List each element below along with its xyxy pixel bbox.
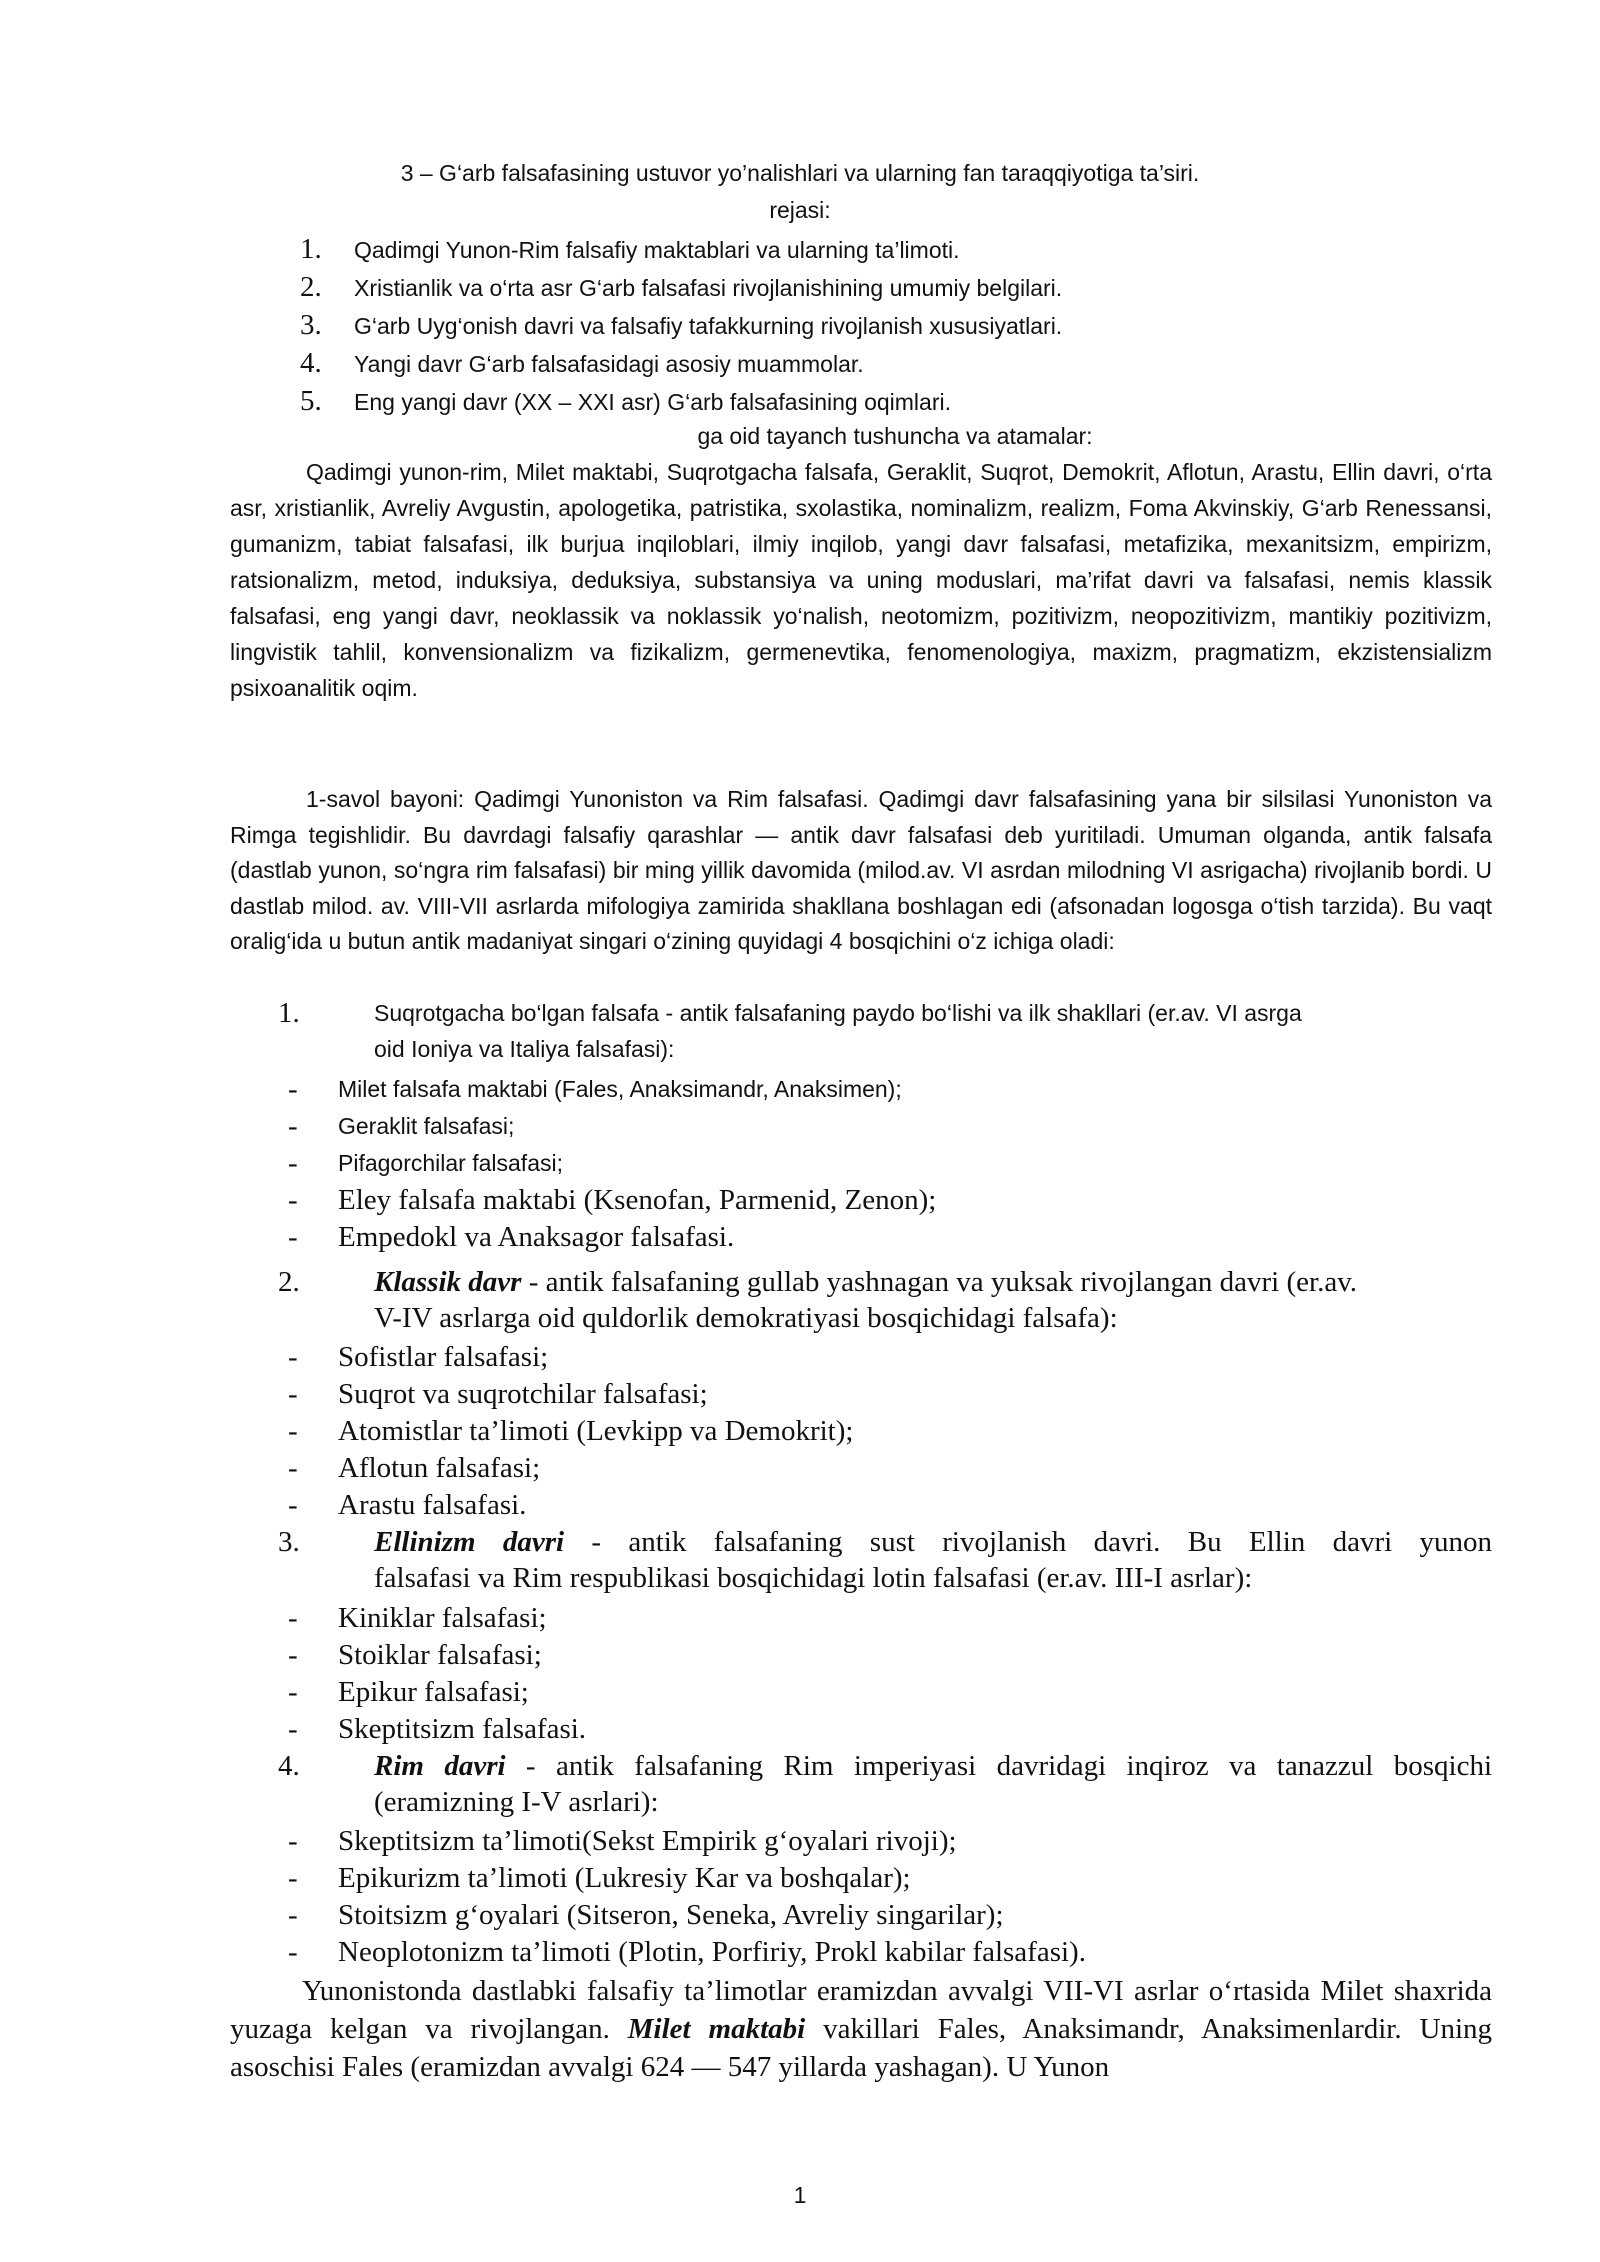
stage-3-list <box>230 1600 1492 1748</box>
stage-4-list <box>230 1823 1492 1971</box>
dash-bullet: - <box>288 1489 298 1521</box>
stage-line-1: Ellinizm davri - antik falsafaning sust rivojlanish davri. Bu Ellin davri yunon <box>374 1526 1492 1558</box>
list-item-text: Kiniklar falsafasi; <box>338 1602 547 1634</box>
plan-item-number: 4. <box>300 347 322 379</box>
list-item-text: Arastu falsafasi. <box>338 1489 527 1521</box>
milet-maktabi-term: Milet maktabi <box>627 2013 806 2045</box>
page-title: 3 – G‘arb falsafasining ustuvor yo’nalishlari va ularning fan taraqqiyotiga ta’siri. <box>400 160 1200 186</box>
list-item-text: Stoitsizm g‘oyalari (Sitseron, Seneka, Avreliy singarilar); <box>338 1899 1004 1931</box>
plan-item-text: Eng yangi davr (XX – XXI asr) G‘arb falsafasining oqimlari. <box>354 389 951 415</box>
list-item-text: Sofistlar falsafasi; <box>338 1341 549 1373</box>
plan-item <box>300 382 1500 420</box>
stage-number: 4. <box>278 1750 300 1782</box>
stage-1-list <box>230 1071 1492 1256</box>
stage-text <box>230 1748 1492 1820</box>
list-item <box>230 1413 1492 1450</box>
stage-text <box>230 1264 1492 1336</box>
dash-bullet: - <box>288 1110 298 1142</box>
dash-bullet: - <box>288 1184 298 1216</box>
plan-item-text: G‘arb Uyg‘onish davri va falsafiy tafakkurning rivojlanish xususiyatlari. <box>354 313 1063 339</box>
dash-bullet: - <box>288 1639 298 1671</box>
dash-bullet: - <box>288 1676 298 1708</box>
list-item-text: Atomistlar ta’limoti (Levkipp va Demokrit); <box>338 1415 854 1447</box>
list-item <box>230 1823 1492 1860</box>
stage-number: 1. <box>278 997 300 1029</box>
list-item <box>230 1897 1492 1934</box>
list-item <box>230 1182 1492 1219</box>
plan-item <box>300 306 1500 344</box>
list-item-text: Aflotun falsafasi; <box>338 1452 541 1484</box>
stage-2 <box>230 1264 1492 1336</box>
list-item <box>230 1637 1492 1674</box>
stage-line-2: (eramizning I-V asrlari): <box>374 1786 659 1818</box>
list-item <box>230 1711 1492 1748</box>
list-item-text: Neoplotonizm ta’limoti (Plotin, Porfiriy, Prokl kabilar falsafasi). <box>338 1936 1086 1968</box>
stage-line-1: Suqrotgacha bo‘lgan falsafa - antik falsafaning paydo bo‘lishi va ilk shakllari (er.av. VI asrga <box>374 1000 1302 1026</box>
list-item <box>230 1674 1492 1711</box>
list-item <box>230 1860 1492 1897</box>
dash-bullet: - <box>288 1415 298 1447</box>
list-item-text: Epikur falsafasi; <box>338 1676 529 1708</box>
stage-text <box>230 1524 1492 1596</box>
list-item-text: Epikurizm ta’limoti (Lukresiy Kar va boshqalar); <box>338 1862 911 1894</box>
stage-line-2: falsafasi va Rim respublikasi bosqichidagi lotin falsafasi (er.av. III-I asrlar): <box>374 1562 1253 1594</box>
dash-bullet: - <box>288 1862 298 1894</box>
stage-2-list <box>230 1339 1492 1524</box>
terms-paragraph: Qadimgi yunon-rim, Milet maktabi, Suqrotgacha falsafa, Geraklit, Suqrot, Demokrit, Aflotun, Arastu, Ellin davri, o‘rta asr, xristianlik, Avreliy Avgustin, apologetika, patristika, sxolastika, nominalizm, realizm, Foma Akvinskiy, G‘arb Renessansi, gumanizm, tabiat falsafasi, ilk burjua inqiloblari, ilmiy inqilob, yangi davr falsafasi, metafizika, mexanitsizm, empirizm, ratsionalizm, metod, induksiya, deduksiya, substansiya va uning moduslari, ma’rifat davri va falsafasi, nemis klassik falsafasi, eng yangi davr, neoklassik va noklassik yo‘nalish, neotomizm, pozitivizm, neopozitivizm, mantikiy pozitivizm, lingvistik tahlil, konvensionalizm va fizikalizm, germenevtika, fenomenologiya, maxizm, pragmatizm, ekzistensializm psixoanalitik oqim. <box>230 459 1492 701</box>
list-item <box>230 1219 1492 1256</box>
dash-bullet: - <box>288 1713 298 1745</box>
list-item <box>230 1376 1492 1413</box>
list-item-text: Skeptitsizm ta’limoti(Sekst Empirik g‘oyalari rivoji); <box>338 1825 957 1857</box>
plan-item <box>300 344 1500 382</box>
plan-list <box>300 230 1500 420</box>
plan-item <box>300 268 1500 306</box>
dash-bullet: - <box>288 1899 298 1931</box>
list-item <box>230 1600 1492 1637</box>
dash-bullet: - <box>288 1341 298 1373</box>
question-1-paragraph: 1-savol bayoni: Qadimgi Yunoniston va Rim falsafasi. Qadimgi davr falsafasining yana bir silsilasi Yunoniston va Rimga tegishlidir. Bu davrdagi falsafiy qarashlar — antik davr falsafasi deb yuritiladi. Umuman olganda, antik falsafa (dastlab yunon, so‘ngra rim falsafasi) bir ming yillik davomida (milod.av. VI asrdan milodning VI asrigacha) rivojlanib bordi. U dastlab milod. av. VIII-VII asrlarda mifologiya zamirida shakllana boshlagan edi (afsonadan logosga o‘tish tarzida). Bu vaqt oralig‘ida u butun antik madaniyat singari o‘zining quyidagi 4 bosqichini o‘z ichiga oladi: <box>230 786 1492 954</box>
list-item-text: Empedokl va Anaksagor falsafasi. <box>338 1221 735 1253</box>
list-item-text: Suqrot va suqrotchilar falsafasi; <box>338 1378 708 1410</box>
stage-name: Klassik davr <box>374 1266 522 1298</box>
dash-bullet: - <box>288 1602 298 1634</box>
plan-item-text: Qadimgi Yunon-Rim falsafiy maktablari va ularning ta’limoti. <box>354 237 960 263</box>
terms-heading: ga oid tayanch tushuncha va atamalar: <box>697 423 1093 449</box>
stage-line-1: Klassik davr - antik falsafaning gullab yashnagan va yuksak rivojlangan davri (er.av. <box>374 1266 1358 1298</box>
list-item-text: Skeptitsizm falsafasi. <box>338 1713 587 1745</box>
stage-line-1: Rim davri - antik falsafaning Rim imperiyasi davridagi inqiroz va tanazzul bosqichi <box>374 1750 1492 1782</box>
closing-paragraph: Yunonistonda dastlabki falsafiy ta’limotlar eramizdan avvalgi VII-VI asrlar o‘rtasida Milet shaxrida yuzaga kelgan va rivojlangan. Milet maktabi vakillari Fales, Anaksimandr, Anaksimenlardir. Uning asoschisi Fales (eramizdan avvalgi 624 — 547 yillarda yashagan). U Yunon <box>230 1975 1493 2083</box>
plan-heading: rejasi: <box>769 197 831 223</box>
stage-name: Ellinizm davri <box>374 1526 565 1558</box>
stage-number: 2. <box>278 1266 300 1298</box>
plan-item-text: Xristianlik va o‘rta asr G‘arb falsafasi rivojlanishining umumiy belgilari. <box>354 275 1063 301</box>
dash-bullet: - <box>288 1221 298 1253</box>
list-item <box>230 1108 1492 1145</box>
dash-bullet: - <box>288 1073 298 1105</box>
dash-bullet: - <box>288 1825 298 1857</box>
list-item-text: Geraklit falsafasi; <box>338 1113 515 1139</box>
plan-item-number: 3. <box>300 309 322 341</box>
list-item-text: Milet falsafa maktabi (Fales, Anaksimandr, Anaksimen); <box>338 1076 902 1102</box>
plan-item-number: 1. <box>300 233 322 265</box>
list-item <box>230 1145 1492 1182</box>
plan-item <box>300 230 1500 268</box>
stage-text <box>230 995 1492 1067</box>
page-number: 1 <box>793 2182 807 2208</box>
stage-4 <box>230 1748 1492 1820</box>
plan-item-number: 2. <box>300 271 322 303</box>
stage-line-2: V-IV asrlarga oid quldorlik demokratiyasi bosqichidagi falsafa): <box>374 1302 1118 1334</box>
stage-1 <box>230 995 1492 1067</box>
stage-name: Rim davri <box>374 1750 506 1782</box>
stage-3 <box>230 1524 1492 1596</box>
list-item-text: Pifagorchilar falsafasi; <box>338 1150 563 1176</box>
list-item <box>230 1487 1492 1524</box>
dash-bullet: - <box>288 1147 298 1179</box>
list-item-text: Eley falsafa maktabi (Ksenofan, Parmenid, Zenon); <box>338 1184 937 1216</box>
dash-bullet: - <box>288 1936 298 1968</box>
list-item-text: Stoiklar falsafasi; <box>338 1639 542 1671</box>
plan-item-text: Yangi davr G‘arb falsafasidagi asosiy muammolar. <box>354 351 864 377</box>
dash-bullet: - <box>288 1378 298 1410</box>
list-item <box>230 1339 1492 1376</box>
list-item <box>230 1934 1492 1971</box>
stage-number: 3. <box>278 1526 300 1558</box>
dash-bullet: - <box>288 1452 298 1484</box>
plan-item-number: 5. <box>300 385 322 417</box>
list-item <box>230 1450 1492 1487</box>
stage-line-2: oid Ioniya va Italiya falsafasi): <box>374 1036 675 1062</box>
list-item <box>230 1071 1492 1108</box>
